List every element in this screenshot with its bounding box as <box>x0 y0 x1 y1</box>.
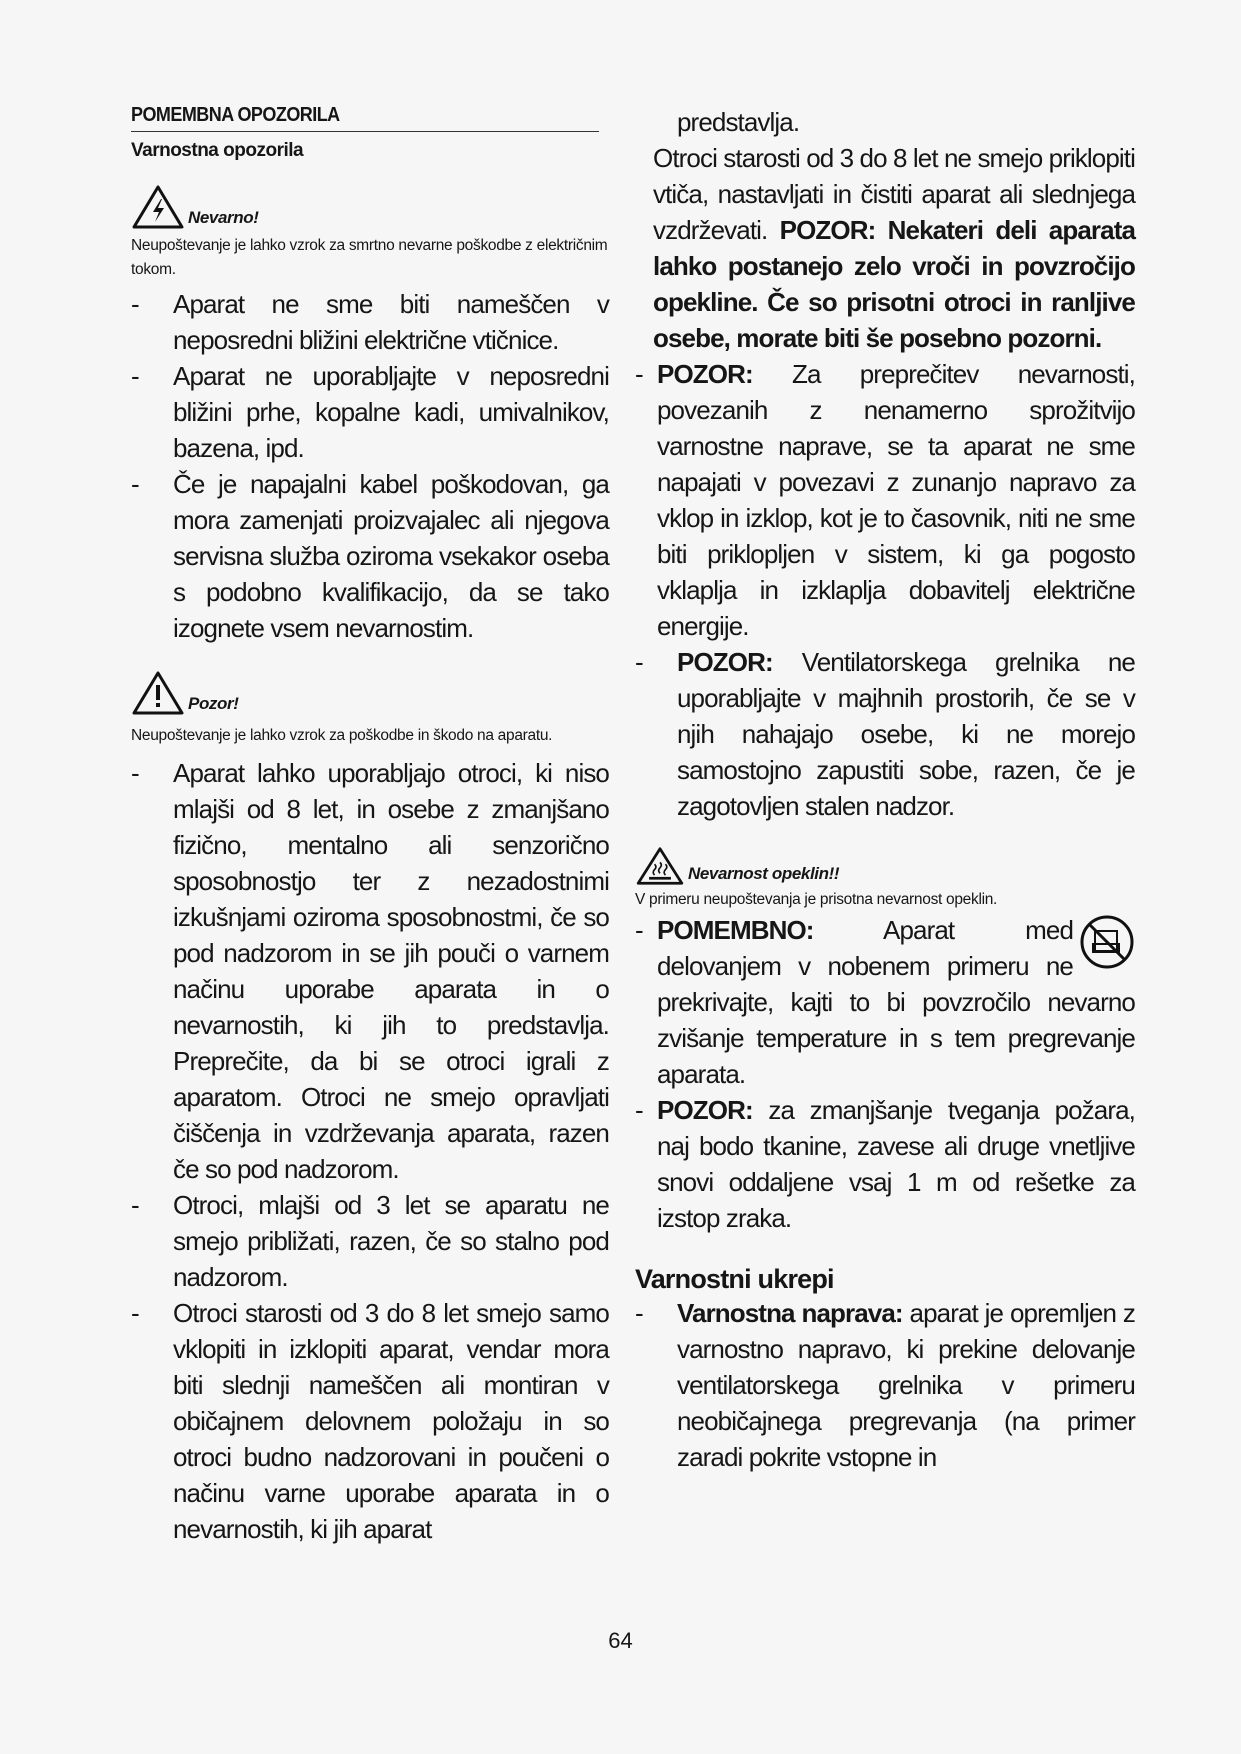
subheading: Varnostna opozorila <box>131 140 304 161</box>
left-column <box>131 104 609 1547</box>
right-column <box>635 104 1135 1475</box>
burn-warning <box>635 846 1135 886</box>
list-item: - POZOR: za zmanjšanje tveganja požara, naj bodo tkanine, zavese ali druge vnetljive snovi oddaljene vsaj 1 m od rešetke za izstop zraka. <box>635 1095 1135 1234</box>
danger-title: Nevarno! <box>188 208 259 227</box>
caution-text: Neupoštevanje je lahko vzrok za poškodbe in škodo na aparatu. <box>131 727 553 745</box>
list-item: - POZOR: Za preprečitev nevarnosti, povezanih z nenamerno sprožitvijo varnostne naprave, se ta aparat ne sme napajati v povezavi z zunanjo napravo za vklop in izklop, kot je to časovnik, niti ne sme biti priklopljen v sistem, ki ga pogosto vklaplja in izklaplja dobavitelj električne energije. <box>635 359 1135 641</box>
list-item: - Aparat ne sme biti nameščen v neposredni bližini električne vtičnice. <box>131 289 609 356</box>
list-item: - POMEMBNO: Aparat med delovanjem v nobenem primeru ne prekrivajte, kajti to bi povzročilo nevarno zvišanje temperature in s tem pregrevanje aparata. <box>635 915 1135 1090</box>
danger-warning <box>131 184 609 230</box>
list-item: - Otroci, mlajši od 3 let se aparatu ne smejo približati, razen, če so stalno pod nadzorom. <box>131 1189 609 1292</box>
caution-warning <box>131 670 609 716</box>
list-item: - Aparat ne uporabljajte v neposredni bližini prhe, kopalne kadi, umivalnikov, bazena, ipd. <box>131 361 609 464</box>
list-item: - Otroci starosti od 3 do 8 let smejo samo vklopiti in izklopiti aparat, vendar mora biti slednji nameščen ali montiran v običajnem delovnem položaju in so otroci budno nadzorovani in poučeni o načinu varne uporabe aparata in o nevarnostih, ki jih aparat <box>131 1297 609 1544</box>
do-not-cover-icon <box>1079 914 1135 970</box>
section-title: Varnostni ukrepi <box>635 1264 834 1295</box>
page-number: 64 <box>608 1628 633 1653</box>
list-item: - Varnostna naprava: aparat je opremljen z varnostno napravo, ki prekine delovanje ventilatorskega grelnika v primeru neobičajnega pregrevanja (na primer zaradi pokrite vstopne in <box>635 1298 1135 1473</box>
section-heading: POMEMBNA OPOZORILA <box>131 104 340 126</box>
caution-title: Pozor! <box>188 694 239 714</box>
heading-rule <box>131 131 599 132</box>
burn-title: Nevarnost opeklin!! <box>688 864 840 883</box>
hot-surface-icon <box>635 846 685 886</box>
list-item: - Aparat lahko uporabljajo otroci, ki niso mlajši od 8 let, in osebe z zmanjšano fizično, mentalno ali senzorično sposobnostjo ter z nezadostnimi izkušnjami oziroma sposobnostmi, če so pod nadzorom in se jih pouči o varnem načinu uporabe aparata in o nevarnostih, ki jih to predstavlja. Preprečite, da bi se otroci igrali z aparatom. Otroci ne smejo opravljati čiščenja in vzdrževanja aparata, razen če so pod nadzorom. <box>131 757 609 1184</box>
danger-text: Neupoštevanje je lahko vzrok za smrtno nevarne poškodbe z električnim tokom. <box>131 237 608 279</box>
children-paragraph: Otroci starosti od 3 do 8 let ne smejo priklopiti vtiča, nastavljati in čistiti aparat ali slednjega vzdrževati. POZOR: Nekateri deli aparata lahko postanejo zelo vroči in povzročijo opekline. Če so prisotni otroci in ranljive osebe, morate biti še posebno pozorni. <box>653 143 1136 353</box>
list-item: - Če je napajalni kabel poškodovan, ga mora zamenjati proizvajalec ali njegova servisna služba oziroma vsekakor oseba s podobno kvalifikacijo, da se tako izognete vsem nevarnostim. <box>131 469 609 644</box>
exclamation-warning-icon <box>131 670 185 716</box>
continued-line: predstavlja. <box>677 107 800 137</box>
list-item: - POZOR: Ventilatorskega grelnika ne uporabljajte v majhnih prostorih, če se v njih nahajajo osebe, ki ne morejo samostojno zapustiti sobe, razen, če je zagotovljen stalen nadzor. <box>635 647 1135 821</box>
burn-text: V primeru neupoštevanja je prisotna nevarnost opeklin. <box>635 891 998 908</box>
electric-hazard-icon <box>131 184 185 230</box>
